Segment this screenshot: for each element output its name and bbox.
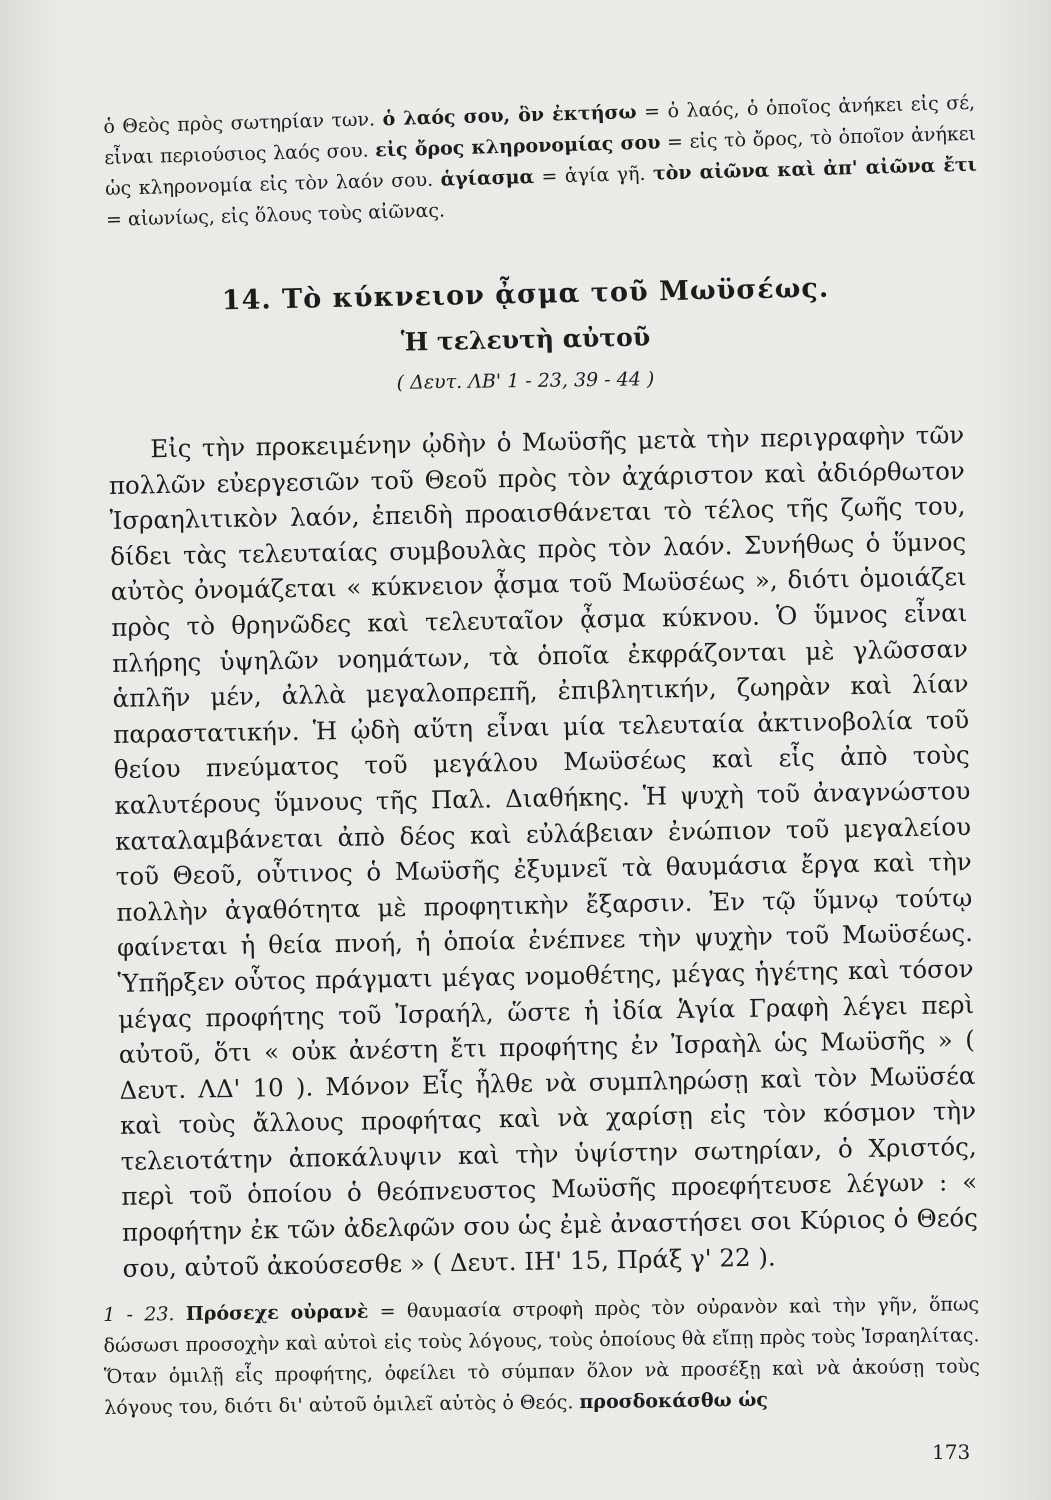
note-text: = θαυμασία στροφὴ πρὸς τὸν οὐρανὸν καὶ τὴν γῆν, ὅπως δώσωσι προσοχὴν καὶ αὐτοὶ εἰς τοὺς λόγους, τοὺς ὁποίους θὰ εἴπῃ πρὸς τοὺς Ἰσραηλίτας. Ὅταν ὁμιλῇ εἷς προφήτης, ὀφείλει τὸ σύμπαν ὅλον νὰ προσέξῃ καὶ νὰ ἀκούσῃ τοὺς λόγους του, διότι δι' αὐτοῦ ὁμιλεῖ αὐτὸς ὁ Θεός. xyxy=(103,1293,981,1419)
note-term: εἰς ὄρος κληρονομίας σου xyxy=(374,131,661,162)
section-title: 14. Τὸ κύκνειον ᾆσμα τοῦ Μωϋσέως. xyxy=(221,272,830,317)
top-footnote-continuation xyxy=(103,88,978,236)
verse-range: 1 - 23. xyxy=(103,1302,186,1326)
section-subtitle: Ἡ τελευτὴ αὐτοῦ xyxy=(400,322,651,357)
bottom-footnote xyxy=(103,1289,980,1424)
note-term: ὁ λαός σου, ὃν ἐκτήσω xyxy=(382,101,637,131)
scripture-reference: ( Δευτ. ΛΒ' 1 - 23, 39 - 44 ) xyxy=(396,368,655,394)
note-term: τὸν αἰῶνα καὶ ἀπ' αἰῶνα ἔτι xyxy=(652,153,978,185)
note-term: Πρόσεχε οὐρανὲ xyxy=(185,1300,369,1325)
note-text: ὁ Θεὸς πρὸς σωτηρίαν των. xyxy=(103,108,383,138)
note-text: = εἰς τὸ ὄρος, τὸ ὁποῖον ἀνήκει ὡς κληρονομία εἰς τὸν λαόν σου. xyxy=(104,122,977,200)
note-term: ἁγίασμα xyxy=(440,165,535,191)
note-text: = αἰωνίως, εἰς ὅλους τοὺς αἰῶνας. xyxy=(105,199,446,231)
note-term: προσδοκάσθω ὡς xyxy=(579,1388,769,1414)
page-number: 173 xyxy=(932,1440,971,1464)
note-text: = ἁγία γῆ. xyxy=(533,162,654,188)
note-text: = ὁ λαός, ὁ ὁποῖος ἀνήκει εἰς σέ, εἶναι περιούσιος λαός σου. xyxy=(103,91,976,169)
main-paragraph: Εἰς τὴν προκειμένην ᾠδὴν ὁ Μωϋσῆς μετὰ τὴν περιγραφὴν τῶν πολλῶν εὐεργεσιῶν τοῦ Θεοῦ πρὸς τὸν ἀχάριστον καὶ ἀδιόρθωτον Ἰσραηλιτικὸν λαόν, ἐπειδὴ προαισθάνεται τὸ τέλος τῆς ζωῆς του, δίδει τὰς τελευταίας συμβουλὰς πρὸς τὸν λαόν. Συνήθως ὁ ὕμνος αὐτὸς ὀνομάζεται « κύκνειον ᾆσμα τοῦ Μωϋσέως », διότι ὁμοιάζει πρὸς τὸ θρηνῶδες καὶ τελευταῖον ᾆσμα κύκνου. Ὁ ὕμνος εἶναι πλήρης ὑψηλῶν νοημάτων, τὰ ὁποῖα ἐκφράζονται μὲ γλῶσσαν ἁπλῆν μέν, ἀλλὰ μεγαλοπρεπῆ, ἐπιβλητικήν, ζωηρὰν καὶ λίαν παραστατικήν. Ἡ ᾠδὴ αὕτη εἶναι μία τελευταία ἀκτινοβολία τοῦ θείου πνεύματος τοῦ μεγάλου Μωϋσέως καὶ εἷς ἀπὸ τοὺς καλυτέρους ὕμνους τῆς Παλ. Διαθήκης. Ἡ ψυχὴ τοῦ ἀναγνώστου καταλαμβάνεται ἀπὸ δέος καὶ εὐλάβειαν ἐνώπιον τοῦ μεγαλείου τοῦ Θεοῦ, οὗτινος ὁ Μωϋσῆς ἐξυμνεῖ τὰ θαυμάσια ἔργα καὶ τὴν πολλὴν ἀγαθότητα μὲ προφητικὴν ἔξαρσιν. Ἐν τῷ ὕμνῳ τούτῳ φαίνεται ἡ θεία πνοή, ἡ ὁποία ἐνέπνεε τὴν ψυχὴν τοῦ Μωϋσέως. Ὑπῆρξεν οὗτος πράγματι μέγας νομοθέτης, μέγας ἡγέτης καὶ τόσον μέγας προφήτης τοῦ Ἰσραήλ, ὥστε ἡ ἰδία Ἁγία Γραφὴ λέγει περὶ αὐτοῦ, ὅτι « οὐκ ἀνέστη ἔτι προφήτης ἐν Ἰσραὴλ ὡς Μωϋσῆς » ( Δευτ. ΛΔ' 10 ). Μόνον Εἷς ἦλθε νὰ συμπληρώσῃ καὶ τὸν Μωϋσέα καὶ τοὺς ἄλλους προφήτας καὶ νὰ χαρίσῃ εἰς τὸν κόσμον τὴν τελειοτάτην ἀποκάλυψιν καὶ τὴν ὑψίστην σωτηρίαν, ὁ Χριστός, περὶ τοῦ ὁποίου ὁ θεόπνευστος Μωϋσῆς προεφήτευσε λέγων : « προφήτην ἐκ τῶν ἀδελφῶν σου ὡς ἐμὲ ἀναστήσει σοι Κύριος ὁ Θεός σου, αὐτοῦ ἀκούσεσθε » ( Δευτ. ΙΗ' 15, Πράξ γ' 22 ). xyxy=(108,420,979,1283)
